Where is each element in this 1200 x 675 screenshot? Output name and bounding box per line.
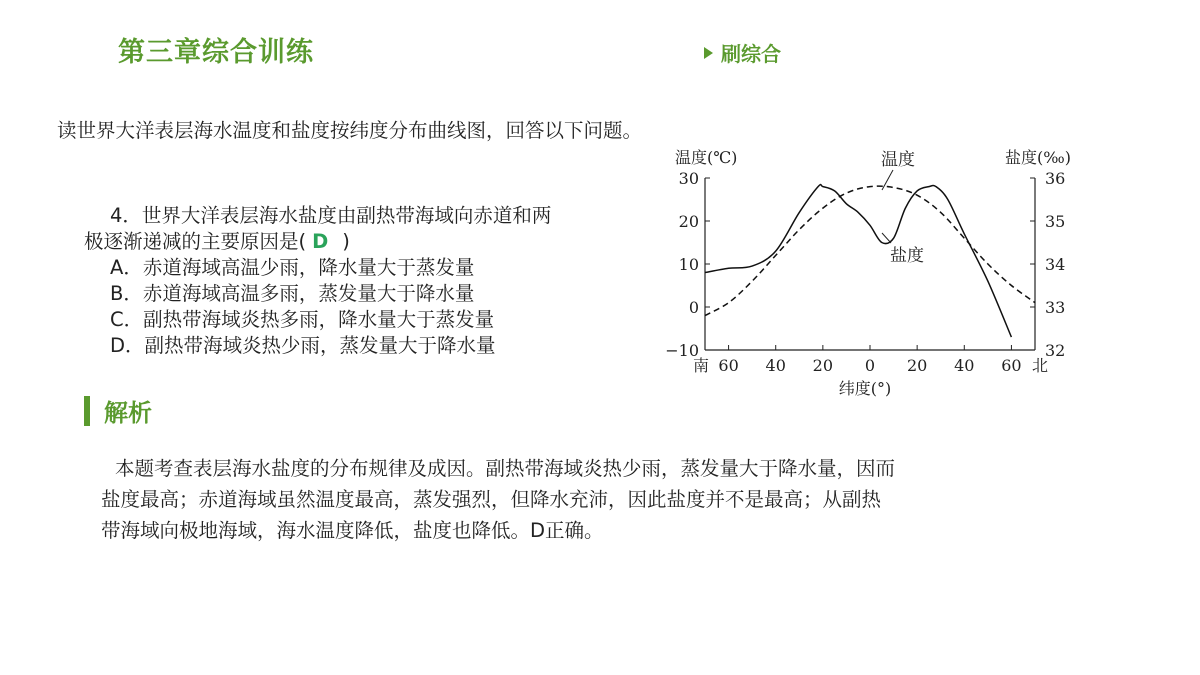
- y-left-tick-label: 10: [678, 255, 699, 274]
- x-axis-title: 纬度(°): [838, 379, 892, 398]
- stem-close: ): [342, 230, 350, 253]
- analysis-line-1: 本题考查表层海水盐度的分布规律及成因。副热带海域炎热少雨，蒸发量大于降水量，因而: [115, 457, 896, 480]
- heading-bar: [84, 396, 90, 426]
- x-tick-label: 60: [1001, 356, 1022, 375]
- y-right-tick-label: 32: [1045, 341, 1066, 360]
- x-tick-label: 0: [864, 356, 876, 375]
- analysis-heading-label: 解析: [104, 399, 152, 427]
- option-d: D．副热带海域炎热少雨，蒸发量大于降水量: [110, 334, 496, 357]
- chapter-title: 第三章综合训练: [118, 37, 314, 68]
- section-label: 刷综合: [721, 42, 781, 66]
- y-left-axis-title: 温度(℃): [675, 148, 738, 167]
- x-tick-label: 40: [765, 356, 786, 375]
- analysis-line-3: 带海域向极地海域，海水温度降低，盐度也降低。D正确。: [101, 519, 604, 542]
- answer-letter: D: [312, 230, 329, 253]
- salinity-leader-line: [882, 233, 891, 243]
- y-left-tick-label: 20: [678, 212, 699, 231]
- question-block: [84, 203, 644, 359]
- temperature-curve: [705, 186, 1035, 316]
- y-right-axis-title: 盐度(‰): [1005, 148, 1071, 167]
- question-stem-line-2: [84, 229, 644, 255]
- stem-line-2: 极逐渐递减的主要原因是(: [84, 230, 307, 253]
- x-tick-label: 40: [954, 356, 975, 375]
- y-right-tick-label: 36: [1045, 169, 1066, 188]
- y-left-tick-label: 0: [688, 298, 699, 317]
- analysis-line-2: 盐度最高；赤道海域虽然温度最高，蒸发强烈，但降水充沛，因此盐度并不是最高；从副热: [101, 488, 882, 511]
- x-tick-label: 20: [906, 356, 928, 375]
- play-triangle-icon: [704, 47, 713, 59]
- y-left-tick-label: −10: [665, 341, 699, 360]
- analysis-text: [101, 453, 1031, 546]
- y-right-tick-label: 35: [1045, 212, 1066, 231]
- x-tick-label: 60: [718, 356, 739, 375]
- option-c: C．副热带海域炎热多雨，降水量大于蒸发量: [110, 308, 495, 331]
- question-stem: [84, 203, 644, 229]
- x-tick-label: 20: [812, 356, 834, 375]
- temperature-salinity-chart: [660, 140, 1100, 405]
- temperature-curve-label: 温度: [881, 150, 915, 170]
- option-b: B．赤道海域高温多雨，蒸发量大于降水量: [110, 282, 475, 305]
- stem-line-1: 4．世界大洋表层海水盐度由副热带海域向赤道和两: [110, 204, 552, 227]
- salinity-curve-label: 盐度: [890, 246, 924, 266]
- x-right-end-label: 北: [1032, 356, 1049, 375]
- y-left-tick-label: 30: [678, 169, 699, 188]
- salinity-curve: [705, 185, 1011, 338]
- chart-series: [705, 185, 1035, 338]
- chart-ticks: [705, 178, 1035, 350]
- analysis-heading: [84, 393, 152, 428]
- x-left-end-label: 南: [693, 356, 710, 375]
- y-right-tick-label: 34: [1045, 255, 1066, 274]
- chart-labels: [665, 148, 1071, 398]
- section-tag: [704, 38, 781, 67]
- option-a: A．赤道海域高温少雨，降水量大于蒸发量: [110, 256, 475, 279]
- y-right-tick-label: 33: [1045, 298, 1066, 317]
- chart-axes: [705, 178, 1035, 350]
- intro-text: 读世界大洋表层海水温度和盐度按纬度分布曲线图，回答以下问题。: [57, 119, 643, 142]
